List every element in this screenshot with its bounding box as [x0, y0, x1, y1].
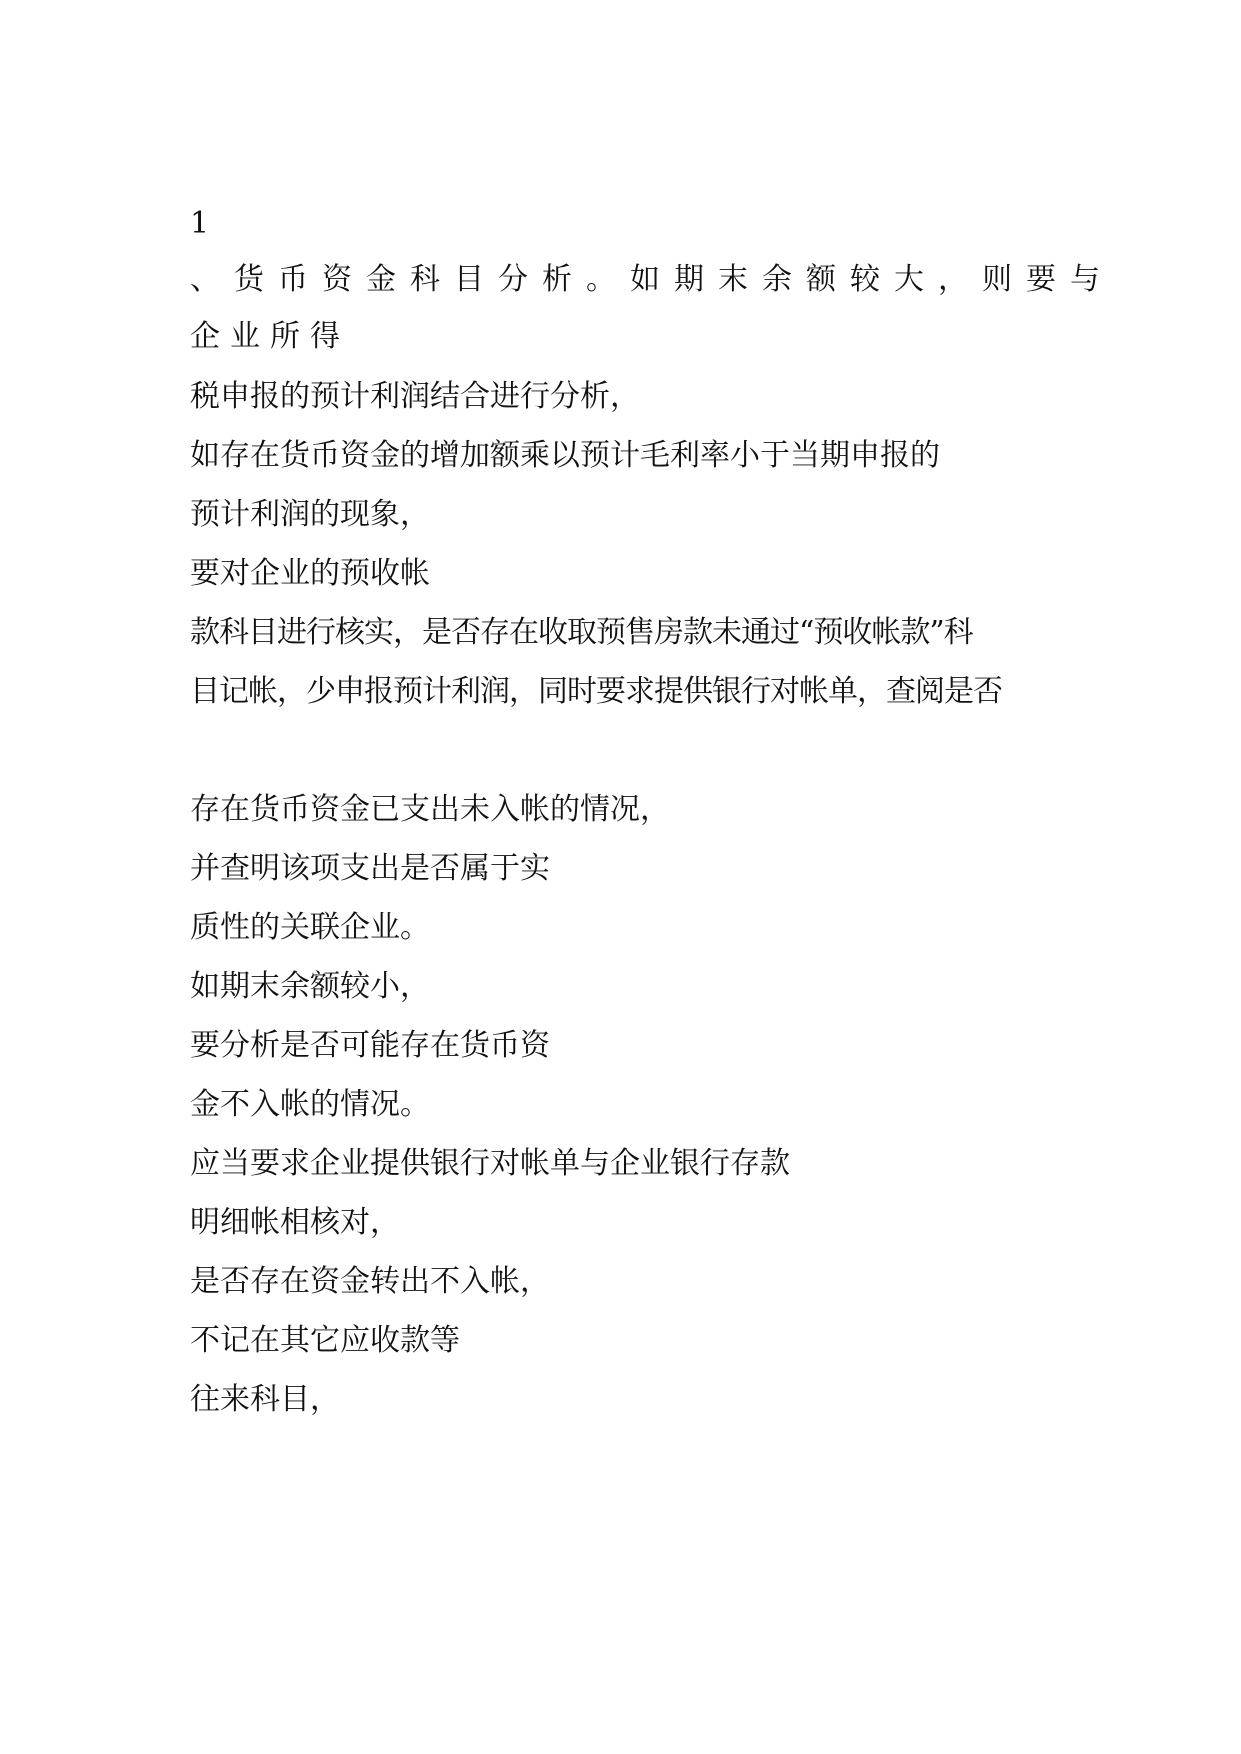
- text-line-7: 款科目进行核实，是否存在收取预售房款未通过“预收帐款”科: [190, 615, 973, 650]
- text-line-10: 并查明该项支出是否属于实: [190, 851, 550, 886]
- text-line-12: 如期末余额较小，: [190, 969, 430, 1004]
- text-line-11: 质性的关联企业。: [190, 910, 430, 945]
- text-line-15: 应当要求企业提供银行对帐单与企业银行存款: [190, 1146, 790, 1181]
- text-line-13: 要分析是否可能存在货币资: [190, 1028, 550, 1063]
- text-line-6: 要对企业的预收帐: [190, 556, 430, 591]
- text-line-4: 如存在货币资金的增加额乘以预计毛利率小于当期申报的: [190, 438, 940, 473]
- text-line-9: 存在货币资金已支出未入帐的情况，: [190, 792, 670, 827]
- page-number: 1: [190, 206, 210, 241]
- text-line-3: 税申报的预计利润结合进行分析，: [190, 379, 640, 414]
- text-line-16: 明细帐相核对，: [190, 1205, 400, 1240]
- text-line-2: 企业所得: [190, 319, 350, 354]
- text-line-18: 不记在其它应收款等: [190, 1323, 460, 1358]
- text-line-5: 预计利润的现象，: [190, 497, 430, 532]
- text-line-1: 、货币资金科目分析。如期末余额较大，则要与: [190, 262, 1114, 297]
- text-line-19: 往来科目，: [190, 1382, 340, 1417]
- text-line-14: 金不入帐的情况。: [190, 1087, 430, 1122]
- text-line-17: 是否存在资金转出不入帐，: [190, 1264, 550, 1299]
- text-line-8: 目记帐，少申报预计利润，同时要求提供银行对帐单，查阅是否: [190, 674, 1002, 709]
